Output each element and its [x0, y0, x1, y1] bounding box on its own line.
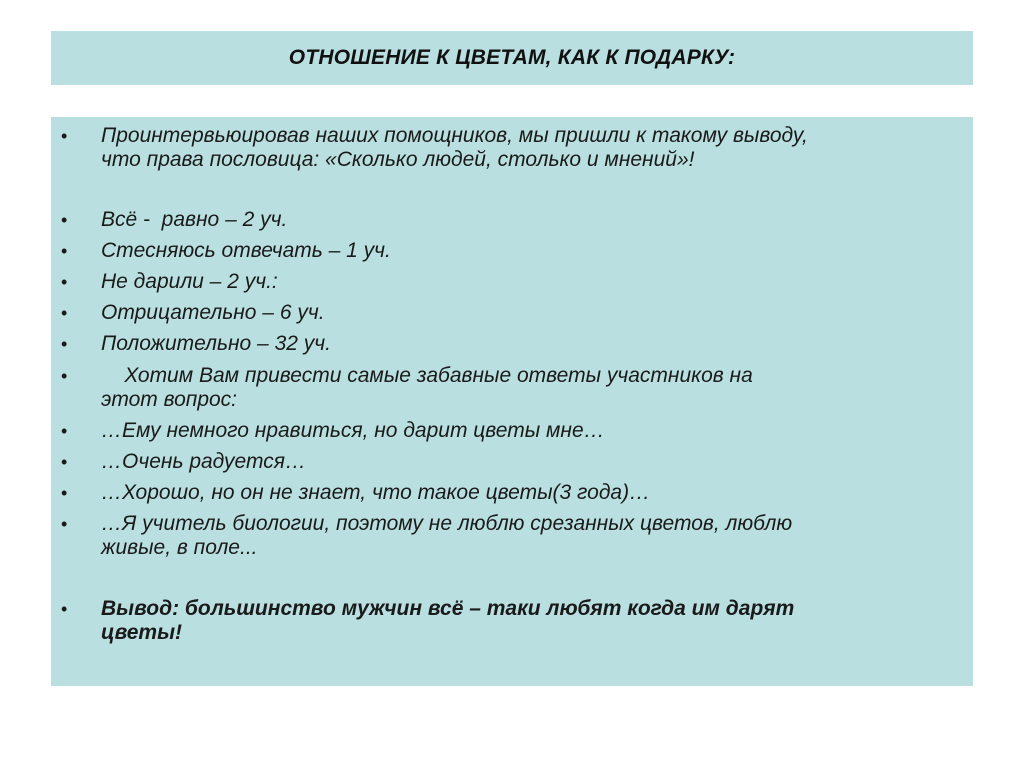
- slide-content-panel: [51, 117, 973, 686]
- bullet-text: Вывод: большинство мужчин всё – таки любят когда им дарят цветы!: [101, 597, 795, 644]
- bullet-marker: •: [61, 599, 68, 619]
- bullet-marker: •: [61, 421, 68, 441]
- bullet-marker: •: [61, 514, 68, 534]
- slide-title-banner: [51, 31, 973, 85]
- bullet-marker: •: [61, 272, 68, 292]
- bullet-text: Проинтервьюировав наших помощников, мы пришли к такому выводу, что права пословица: «Сколько людей, столько и мнений»!: [101, 124, 808, 171]
- slide-title: ОТНОШЕНИЕ К ЦВЕТАМ, КАК К ПОДАРКУ:: [288, 46, 736, 69]
- bullet-marker: •: [61, 126, 68, 146]
- bullet-text: Не дарили – 2 уч.:: [101, 270, 278, 293]
- bullet-marker: •: [61, 303, 68, 323]
- bullet-text: Всё - равно – 2 уч.: [101, 208, 288, 231]
- bullet-text: Стесняюсь отвечать – 1 уч.: [101, 239, 391, 262]
- bullet-text: Положительно – 32 уч.: [101, 332, 331, 355]
- bullet-text: Хотим Вам привести самые забавные ответы участников на этот вопрос:: [101, 364, 753, 411]
- bullet-text: …Ему немного нравиться, но дарит цветы мне…: [101, 419, 605, 442]
- bullet-marker: •: [61, 483, 68, 503]
- bullet-marker: •: [61, 241, 68, 261]
- bullet-text: …Я учитель биологии, поэтому не люблю срезанных цветов, люблю живые, в поле...: [101, 512, 793, 559]
- bullet-text: Отрицательно – 6 уч.: [101, 301, 325, 324]
- bullet-marker: •: [61, 366, 68, 386]
- bullet-marker: •: [61, 452, 68, 472]
- bullet-text: …Хорошо, но он не знает, что такое цветы(3 года)…: [101, 481, 651, 504]
- bullet-marker: •: [61, 210, 68, 230]
- bullet-marker: •: [61, 334, 68, 354]
- bullet-text: …Очень радуется…: [101, 450, 306, 473]
